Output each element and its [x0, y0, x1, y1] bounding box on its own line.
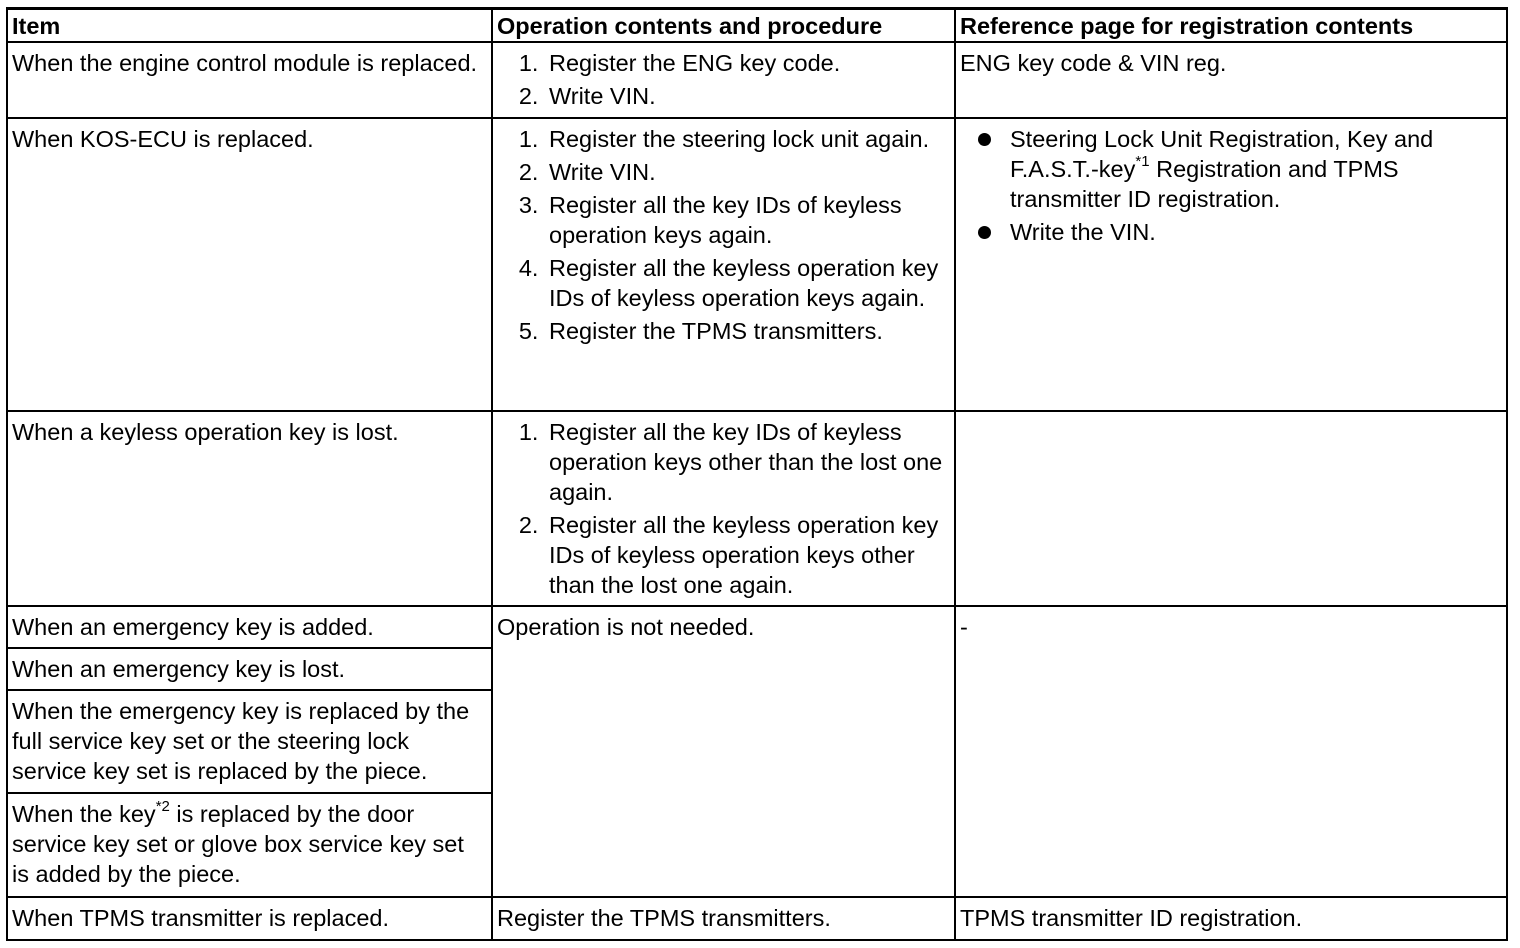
- reference-cell: ENG key code & VIN reg.: [955, 42, 1507, 118]
- operation-cell: [492, 411, 955, 606]
- item-cell: When TPMS transmitter is replaced.: [7, 897, 492, 940]
- procedure-step: 1. Register the steering lock unit again.: [545, 124, 950, 154]
- item-cell: When the engine control module is replaced.: [7, 42, 492, 118]
- reference-cell: -: [955, 606, 1507, 897]
- procedure-step: 2. Register all the keyless operation key IDs of keyless operation keys other than the lost one again.: [545, 510, 950, 600]
- header-reference: Reference page for registration contents: [955, 9, 1507, 42]
- reference-bullet: [1010, 217, 1502, 247]
- operation-cell: Operation is not needed.: [492, 606, 955, 897]
- item-cell: When a keyless operation key is lost.: [7, 411, 492, 606]
- footnote-mark: *2: [155, 797, 170, 815]
- reference-text: Write the VIN.: [1010, 218, 1156, 245]
- header-item: Item: [7, 9, 492, 42]
- item-text: When the key: [12, 800, 156, 827]
- reference-cell: [955, 118, 1507, 411]
- operation-cell: [492, 118, 955, 411]
- operation-cell: Register the TPMS transmitters.: [492, 897, 955, 940]
- reference-text: Registration and TPMS transmitter ID registration.: [1010, 155, 1399, 212]
- item-cell: When an emergency key is lost.: [7, 648, 492, 690]
- procedure-list: [497, 124, 950, 346]
- reference-cell: [955, 411, 1507, 606]
- procedure-step: 3. Register all the key IDs of keyless operation keys again.: [545, 190, 950, 250]
- table-row: [7, 606, 1507, 648]
- table-row: [7, 411, 1507, 606]
- procedure-step: 2. Write VIN.: [545, 81, 950, 111]
- procedure-step: 2. Write VIN.: [545, 157, 950, 187]
- reference-cell: TPMS transmitter ID registration.: [955, 897, 1507, 940]
- reference-bullet: [1010, 124, 1502, 214]
- item-cell: When KOS-ECU is replaced.: [7, 118, 492, 411]
- procedure-list: [497, 48, 950, 111]
- item-cell: [7, 793, 492, 897]
- table-row: [7, 42, 1507, 118]
- reference-bullet-list: [960, 124, 1502, 247]
- table-row: [7, 897, 1507, 940]
- item-cell: When an emergency key is added.: [7, 606, 492, 648]
- table-row: [7, 118, 1507, 411]
- procedure-step: 1. Register the ENG key code.: [545, 48, 950, 78]
- operation-cell: [492, 42, 955, 118]
- procedure-list: [497, 417, 950, 600]
- item-text: is replaced by the door service key set or glove box service key set is added by the piece.: [12, 800, 464, 887]
- procedure-step: 5. Register the TPMS transmitters.: [545, 316, 950, 346]
- item-cell: When the emergency key is replaced by the full service key set or the steering lock service key set is replaced by the piece.: [7, 690, 492, 793]
- table-header-row: [7, 9, 1507, 42]
- procedure-step: 1. Register all the key IDs of keyless operation keys other than the lost one again.: [545, 417, 950, 507]
- procedure-step: 4. Register all the keyless operation key IDs of keyless operation keys again.: [545, 253, 950, 313]
- reference-text: Steering Lock Unit Registration, Key and F.A.S.T.-key: [1010, 125, 1434, 182]
- footnote-mark: *1: [1135, 152, 1150, 170]
- header-operation: Operation contents and procedure: [492, 9, 955, 42]
- registration-procedure-table: [6, 7, 1508, 941]
